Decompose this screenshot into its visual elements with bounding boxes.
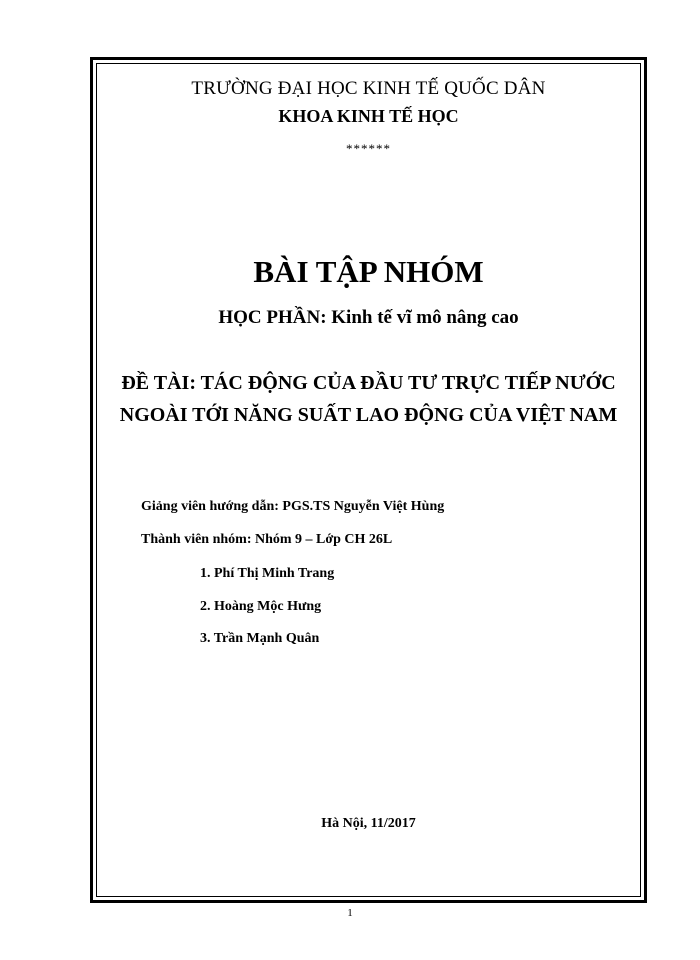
member-item: 1. Phí Thị Minh Trang <box>200 566 335 581</box>
topic-title <box>96 367 641 431</box>
document-title: BÀI TẬP NHÓM <box>253 254 484 289</box>
member-item: 3. Trần Mạnh Quân <box>200 631 320 646</box>
faculty-name: KHOA KINH TẾ HỌC <box>278 106 459 126</box>
topic-line-1: ĐỀ TÀI: TÁC ĐỘNG CỦA ĐẦU TƯ TRỰC TIẾP NƯỚC <box>121 372 616 394</box>
group-info: Thành viên nhóm: Nhóm 9 – Lớp CH 26L <box>141 532 393 547</box>
page-frame-inner-border <box>96 63 641 897</box>
supervisor: Giảng viên hướng dẫn: PGS.TS Nguyễn Việt Hùng <box>141 499 445 514</box>
topic-line-2: NGOÀI TỚI NĂNG SUẤT LAO ĐỘNG CỦA VIỆT NAM <box>119 404 618 426</box>
place-date: Hà Nội, 11/2017 <box>321 816 416 831</box>
course-name: HỌC PHẦN: Kinh tế vĩ mô nâng cao <box>218 307 519 328</box>
university-name: TRƯỜNG ĐẠI HỌC KINH TẾ QUỐC DÂN <box>191 78 546 99</box>
page-number: 1 <box>347 907 353 919</box>
member-item: 2. Hoàng Mộc Hưng <box>200 599 322 614</box>
header-separator: ****** <box>346 141 391 156</box>
